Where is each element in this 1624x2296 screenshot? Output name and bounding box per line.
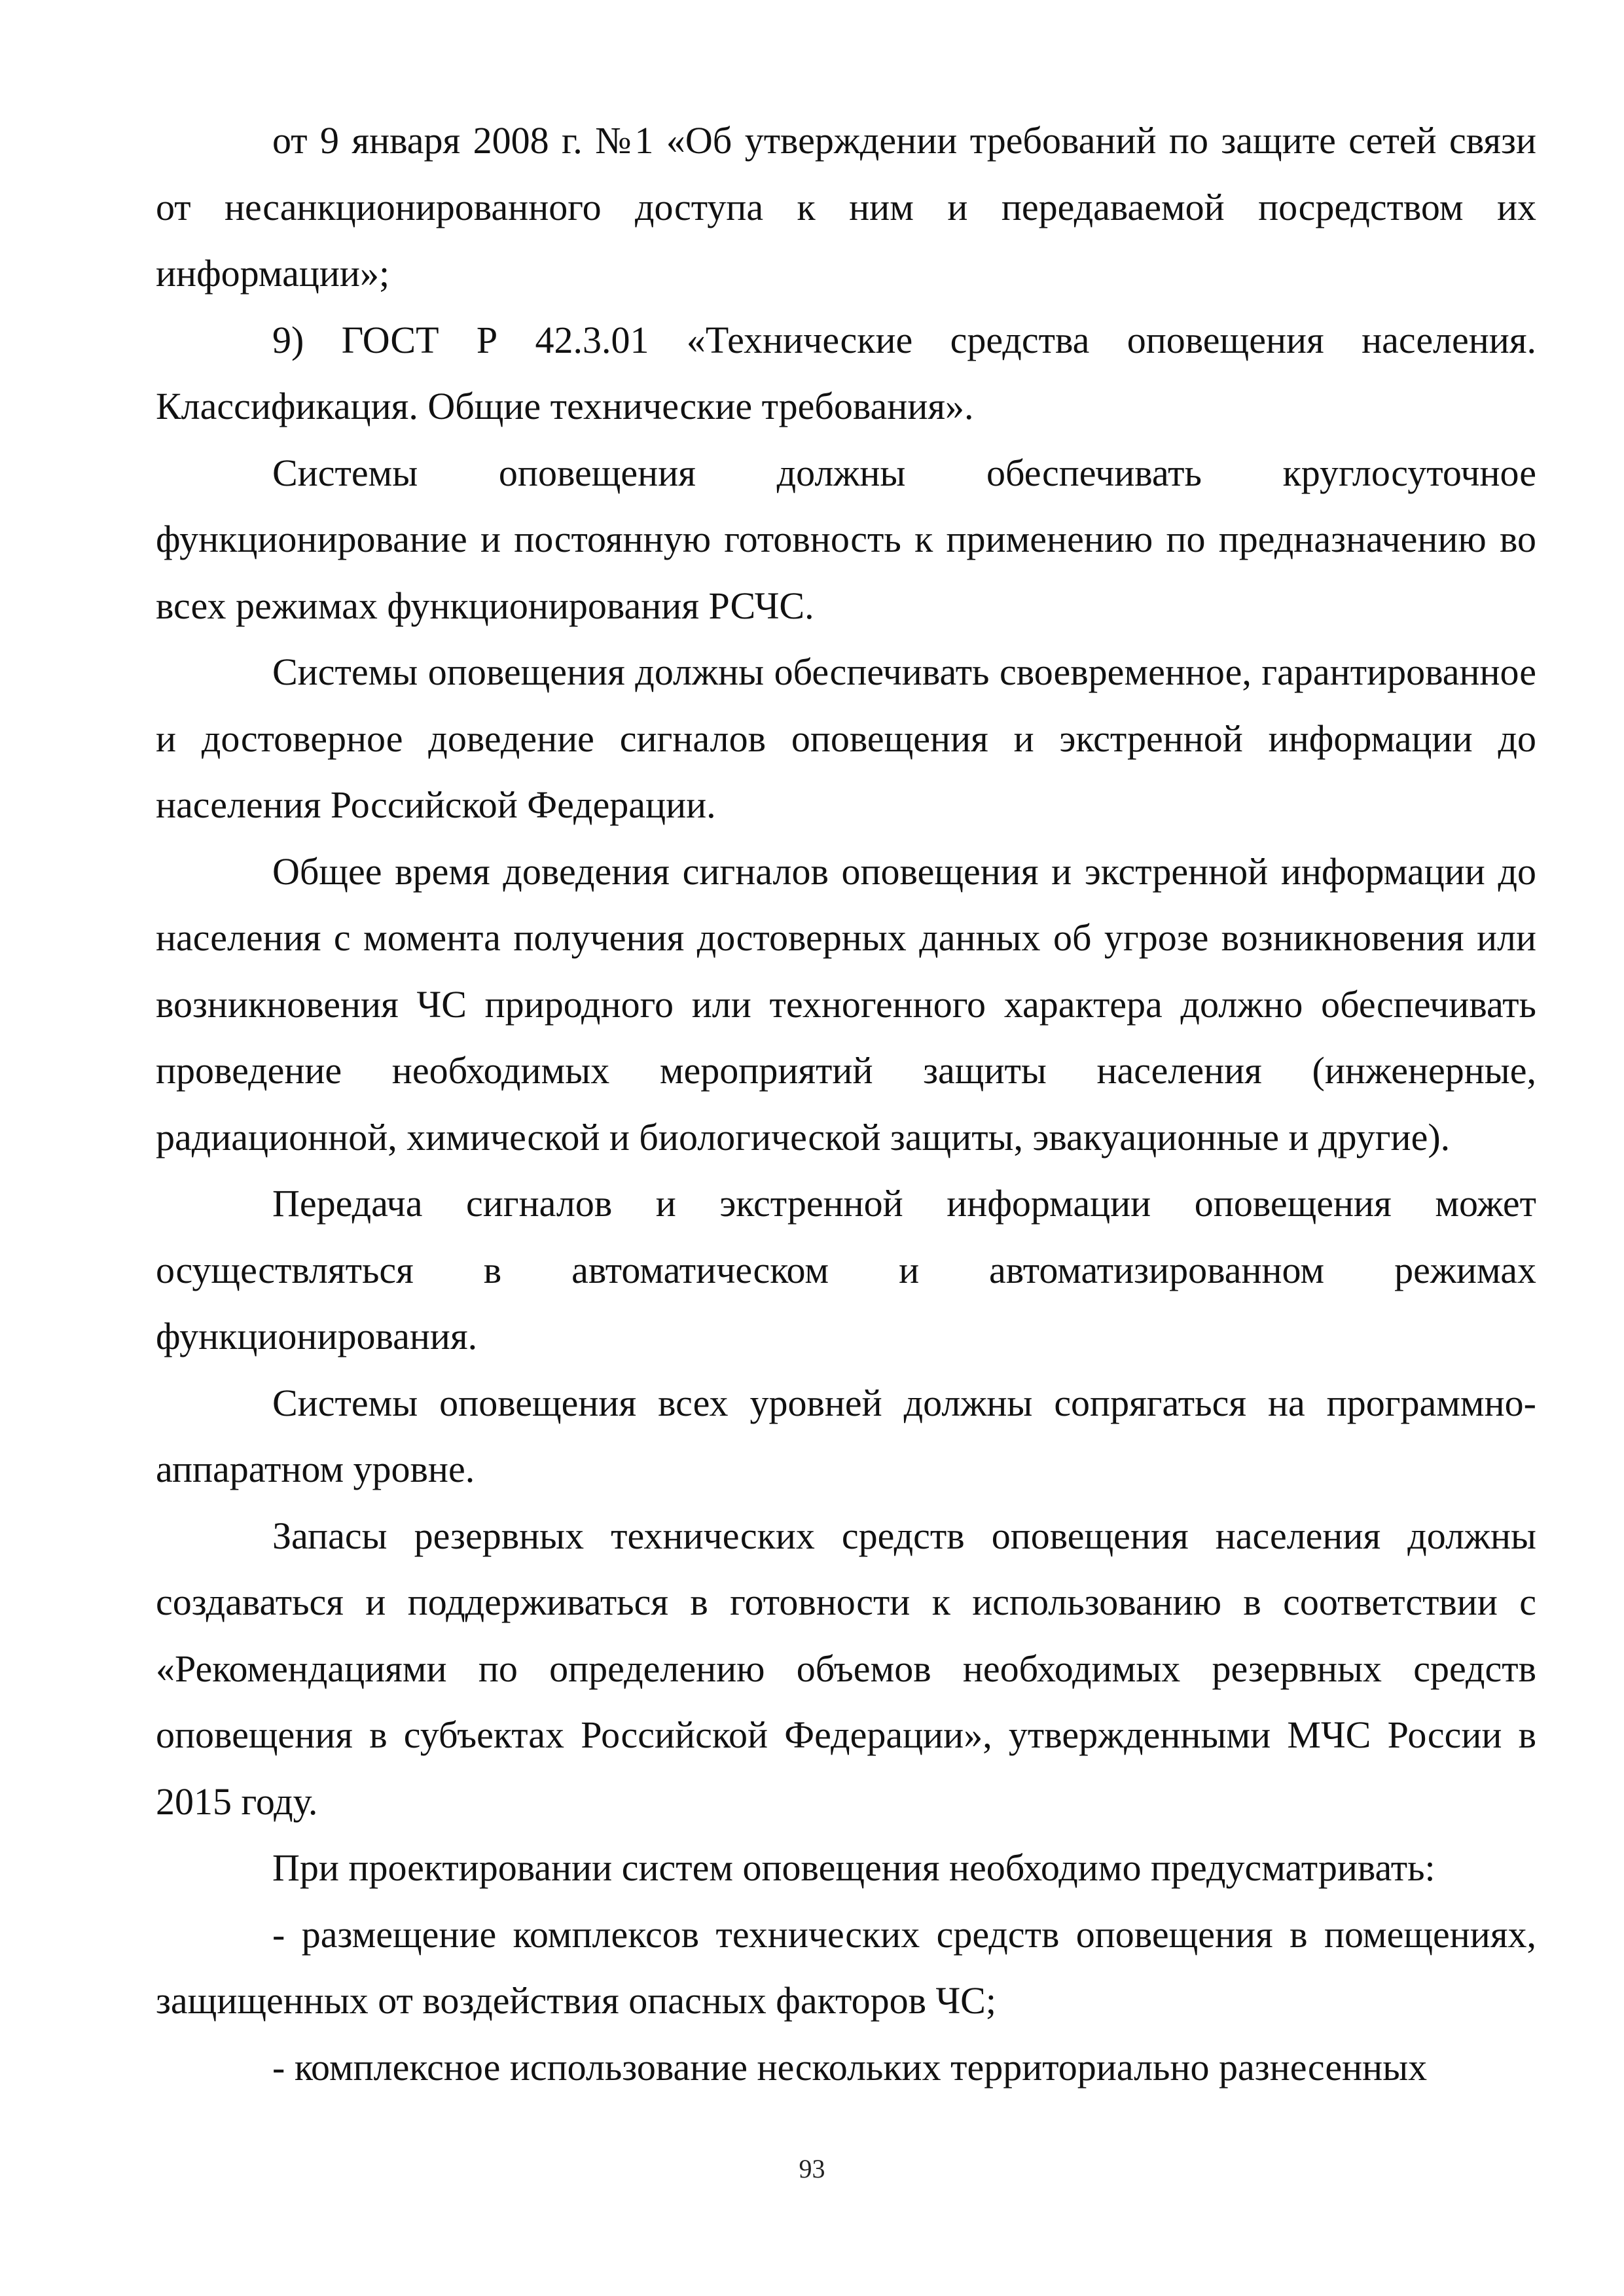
page-number: 93 xyxy=(799,2154,825,2183)
paragraph-2: 9) ГОСТ Р 42.3.01 «Технические средства оповещения населения. Классификация. Общие технические требования». xyxy=(156,318,1536,427)
paragraph-1: от 9 января 2008 г. №1 «Об утверждении требований по защите сетей связи от несанкционированного доступа к ним и передаваемой посредством их информации»; xyxy=(156,119,1536,295)
paragraph-5: Общее время доведения сигналов оповещения и экстренной информации до населения с момента получения достоверных данных об угрозе возникновения или возникновения ЧС природного или техногенного характера должно обеспечивать проведение необходимых мероприятий защиты населения (инженерные, радиационной, химической и биологической защиты, эвакуационные и другие). xyxy=(156,850,1536,1158)
document-text-body xyxy=(156,107,1536,2100)
paragraph-3: Системы оповещения должны обеспечивать круглосуточное функционирование и постоянную готовность к применению по предназначению во всех режимах функционирования РСЧС. xyxy=(156,451,1536,627)
paragraph-11: - комплексное использование нескольких территориально разнесенных xyxy=(272,2045,1428,2089)
paragraph-7: Системы оповещения всех уровней должны сопрягаться на программно-аппаратном уровне. xyxy=(156,1381,1536,1490)
paragraph-8: Запасы резервных технических средств оповещения населения должны создаваться и поддерживаться в готовности к использованию в соответствии с «Рекомендациями по определению объемов необходимых резервных средств оповещения в субъектах Российской Федерации», утвержденными МЧС России в 2015 году. xyxy=(156,1514,1536,1823)
paragraph-6: Передача сигналов и экстренной информации оповещения может осуществляться в автоматическом и автоматизированном режимах функционирования. xyxy=(156,1182,1536,1357)
paragraph-9: При проектировании систем оповещения необходимо предусматривать: xyxy=(272,1846,1435,1889)
paragraph-4: Системы оповещения должны обеспечивать своевременное, гарантированное и достоверное доведение сигналов оповещения и экстренной информации до населения Российской Федерации. xyxy=(156,651,1536,826)
paragraph-10: - размещение комплексов технических средств оповещения в помещениях, защищенных от воздействия опасных факторов ЧС; xyxy=(156,1912,1536,2022)
